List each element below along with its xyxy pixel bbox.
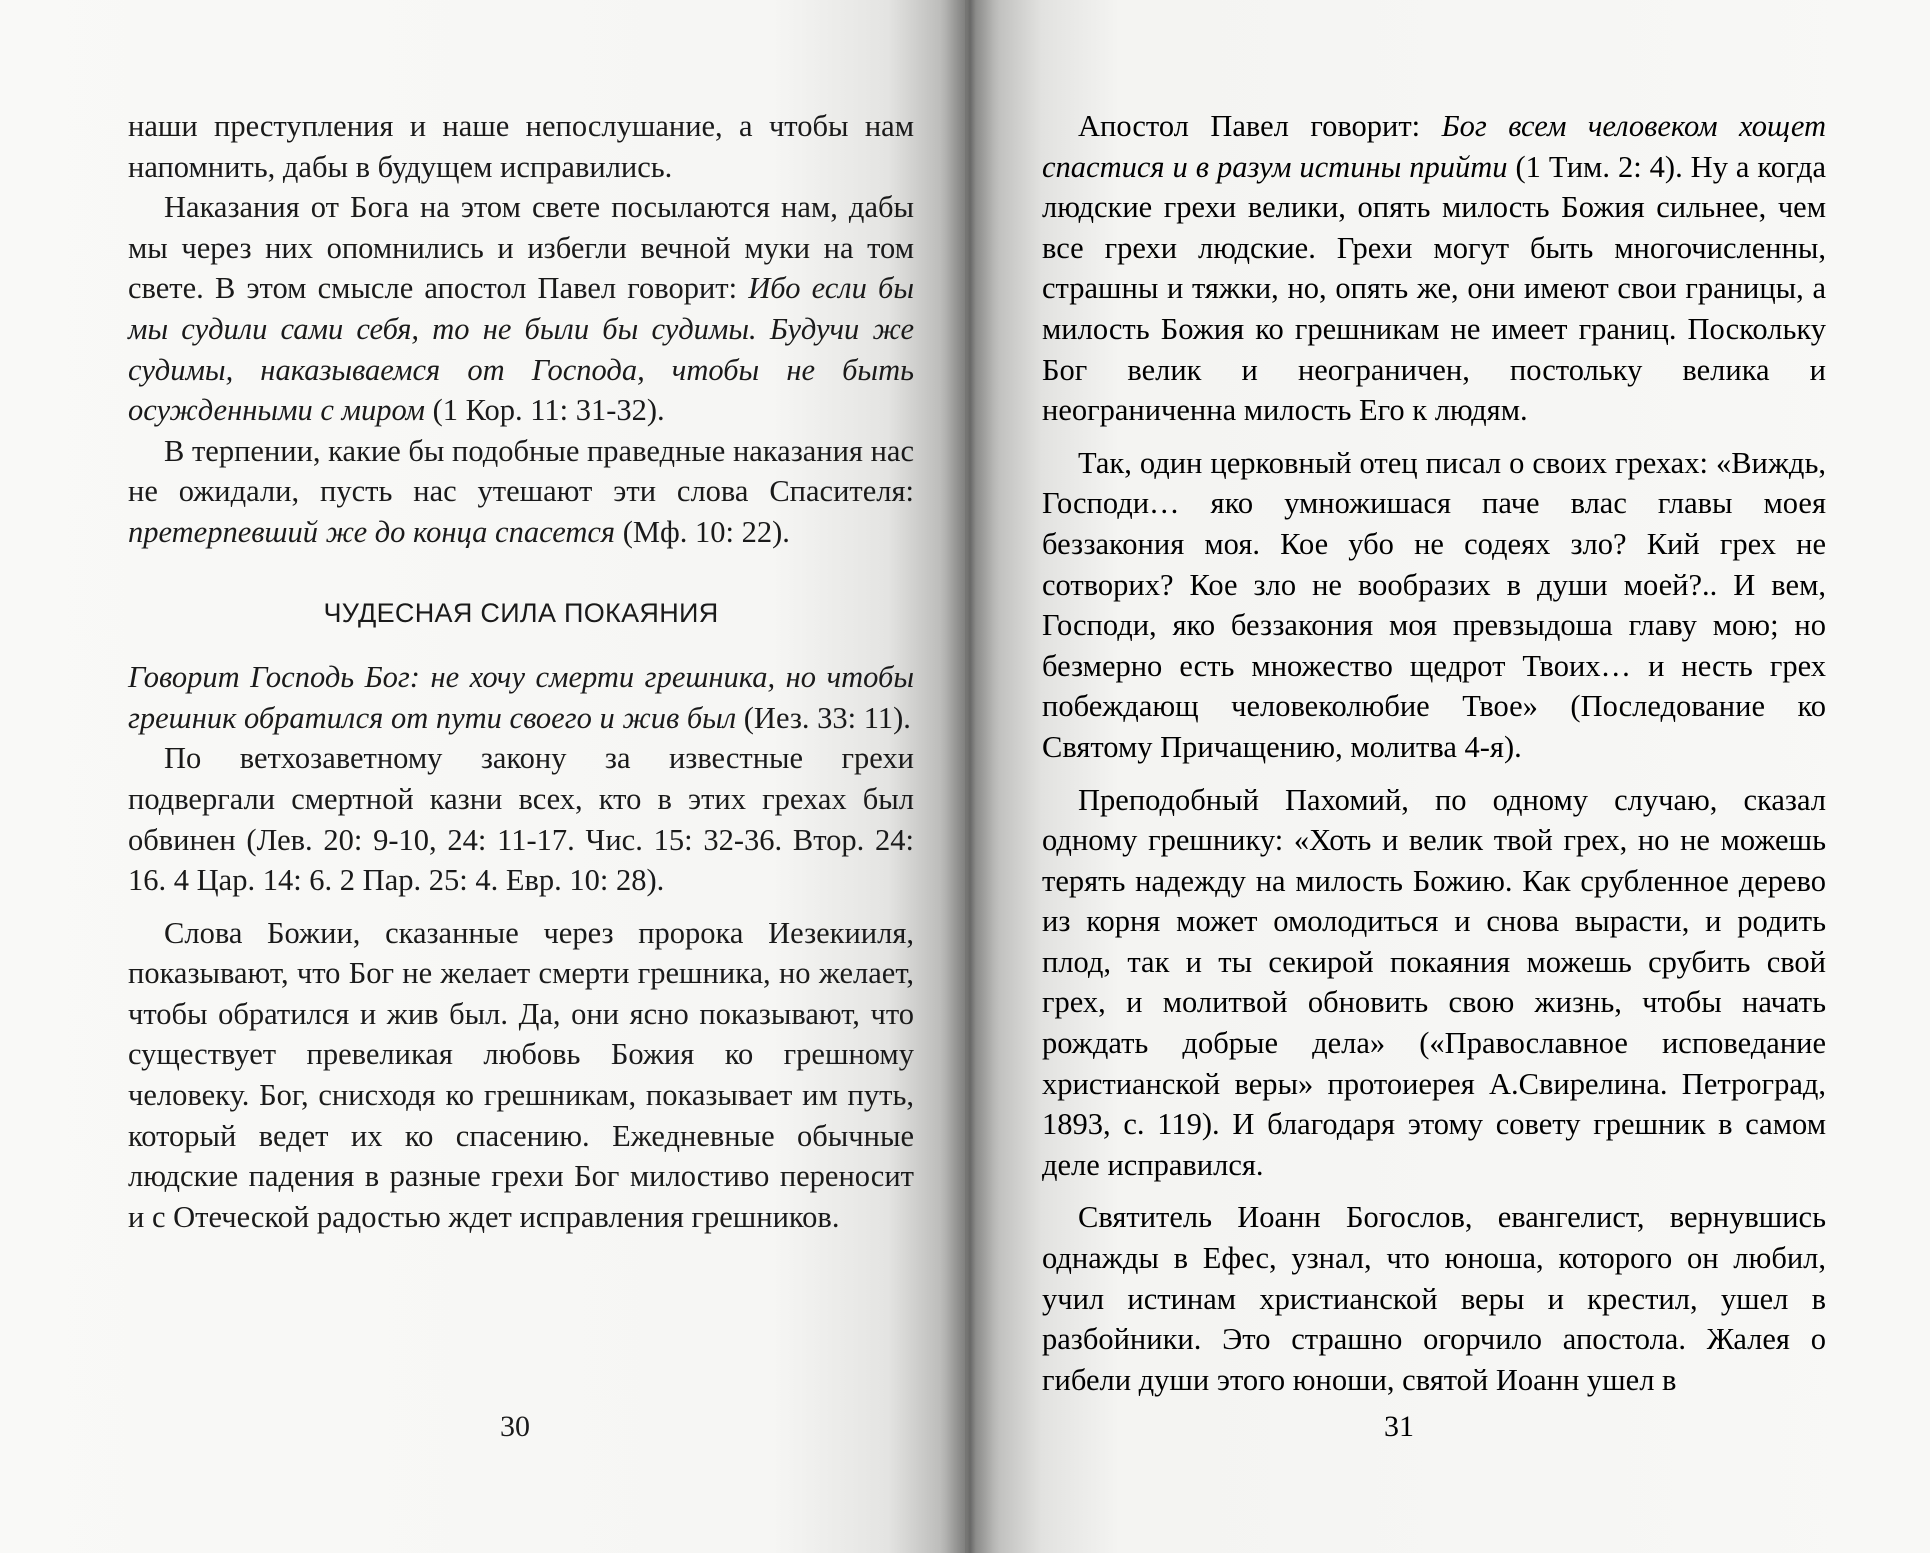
epigraph-reference: (Иез. 33: 11). — [743, 700, 911, 735]
right-page-text — [1042, 106, 1826, 1400]
paragraph-text: В терпении, какие бы подобные праведные наказания нас не ожидали, пусть нас утешают эти слова Спасителя: — [128, 433, 914, 509]
paragraph-text: (1 Тим. 2: 4). Ну а когда людские грехи велики, опять милость Божия сильнее, чем все грехи людские. Грехи могут быть многочисленны, страшны и тяжки, но, опять же, они имеют свои границы, а милость Божия ко грешникам не имеет границ. Поскольку Бог велик и неограничен, постольку велика и неограниченна милость Его к людям. — [1042, 149, 1826, 428]
paragraph: По ветхозаветному закону за известные грехи подвергали смертной казни всех, кто в этих грехах был обвинен (Лев. 20: 9-10, 24: 11-17. Чис. 15: 32-36. Втор. 24: 16. 4 Цар. 14: 6. 2 Пар. 25: 4. Евр. 10: 28). — [128, 741, 914, 898]
paragraph: Святитель Иоанн Богослов, евангелист, вернувшись однажды в Ефес, узнал, что юноша, которого он любил, учил истинам христианской веры и крестил, ушел в разбойники. Это страшно огорчило апостола. Жалея о гибели души этого юноши, святой Иоанн ушел в — [1042, 1200, 1826, 1397]
paragraph: Слова Божии, сказанные через пророка Иезекииля, показывают, что Бог не желает смерти грешника, но желает, чтобы обратился и жив был. Да, они ясно показывают, что существует превеликая любовь Божия ко грешному человеку. Бог, снисходя ко грешникам, показывает им путь, который ведет их ко спасению. Ежедневные обычные людские падения в разные грехи Бог милостиво переносит и с Отеческой радостью ждет исправления грешников. — [128, 915, 914, 1234]
scripture-reference: (Мф. 10: 22). — [622, 514, 790, 549]
paragraph — [1042, 106, 1826, 431]
page-number: 30 — [500, 1410, 530, 1443]
paragraph — [128, 187, 914, 431]
scripture-quote: Ибо если бы мы судили сами себя, то не были бы судимы. Будучи же судимы, наказываемся от Господа, чтобы не быть осужденными с миром — [128, 271, 915, 428]
epigraph-quote: Говорит Господь Бог: не хочу смерти грешника, но чтобы грешник обратился от пути своего и жив был — [128, 660, 914, 735]
page-number: 31 — [1384, 1410, 1414, 1443]
chapter-heading: ЧУДЕСНАЯ СИЛА ПОКАЯНИЯ — [323, 597, 719, 628]
scripture-quote: Бог всем человеком хощет спастися и в разум истины прийти — [1042, 109, 1826, 184]
paragraph-text: Наказания от Бога на этом свете посылаются нам, дабы мы через них опомнились и избегли вечной муки на том свете. В этом смысле апостол Павел говорит: — [128, 190, 914, 306]
epigraph — [128, 657, 914, 738]
paragraph — [128, 431, 914, 553]
scripture-quote: претерпевший же до конца спасется — [128, 514, 616, 549]
left-page-text — [128, 106, 914, 1237]
scripture-reference: (1 Кор. 11: 31-32). — [432, 393, 665, 428]
paragraph: наши преступления и наше непослушание, а чтобы нам напомнить, дабы в будущем исправились. — [128, 109, 914, 184]
paragraph: Преподобный Пахомий, по одному случаю, сказал одному грешнику: «Хоть и велик твой грех, но не можешь терять надежду на милость Божию. Как срубленное дерево из корня может омолодиться и снова вырасти, и родить плод, так и ты секирой покаяния можешь срубить свой грех, и молитвой обновить свою жизнь, чтобы начать рождать добрые дела» («Православное исповедание христианской веры» протоиерея А.Свирелина. Петроград, 1893, с. 119). И благодаря этому совету грешник в самом деле исправился. — [1042, 782, 1826, 1182]
paragraph-text: Апостол Павел говорит: — [1078, 109, 1421, 143]
paragraph: Так, один церковный отец писал о своих грехах: «Виждь, Господи… яко умножишася паче влас главы моея беззакония моя. Кое убо не содеях зло? Кий грех не сотворих? Кое зло не вообразих в души моей?.. И вем, Господи, яко беззакония моя превзыдоша главу мою; но безмерно есть множество щедрот Твоих… и несть грех побеждающ человеколюбие Твое» (Последование ко Святому Причащению, молитва 4-я). — [1042, 445, 1826, 764]
